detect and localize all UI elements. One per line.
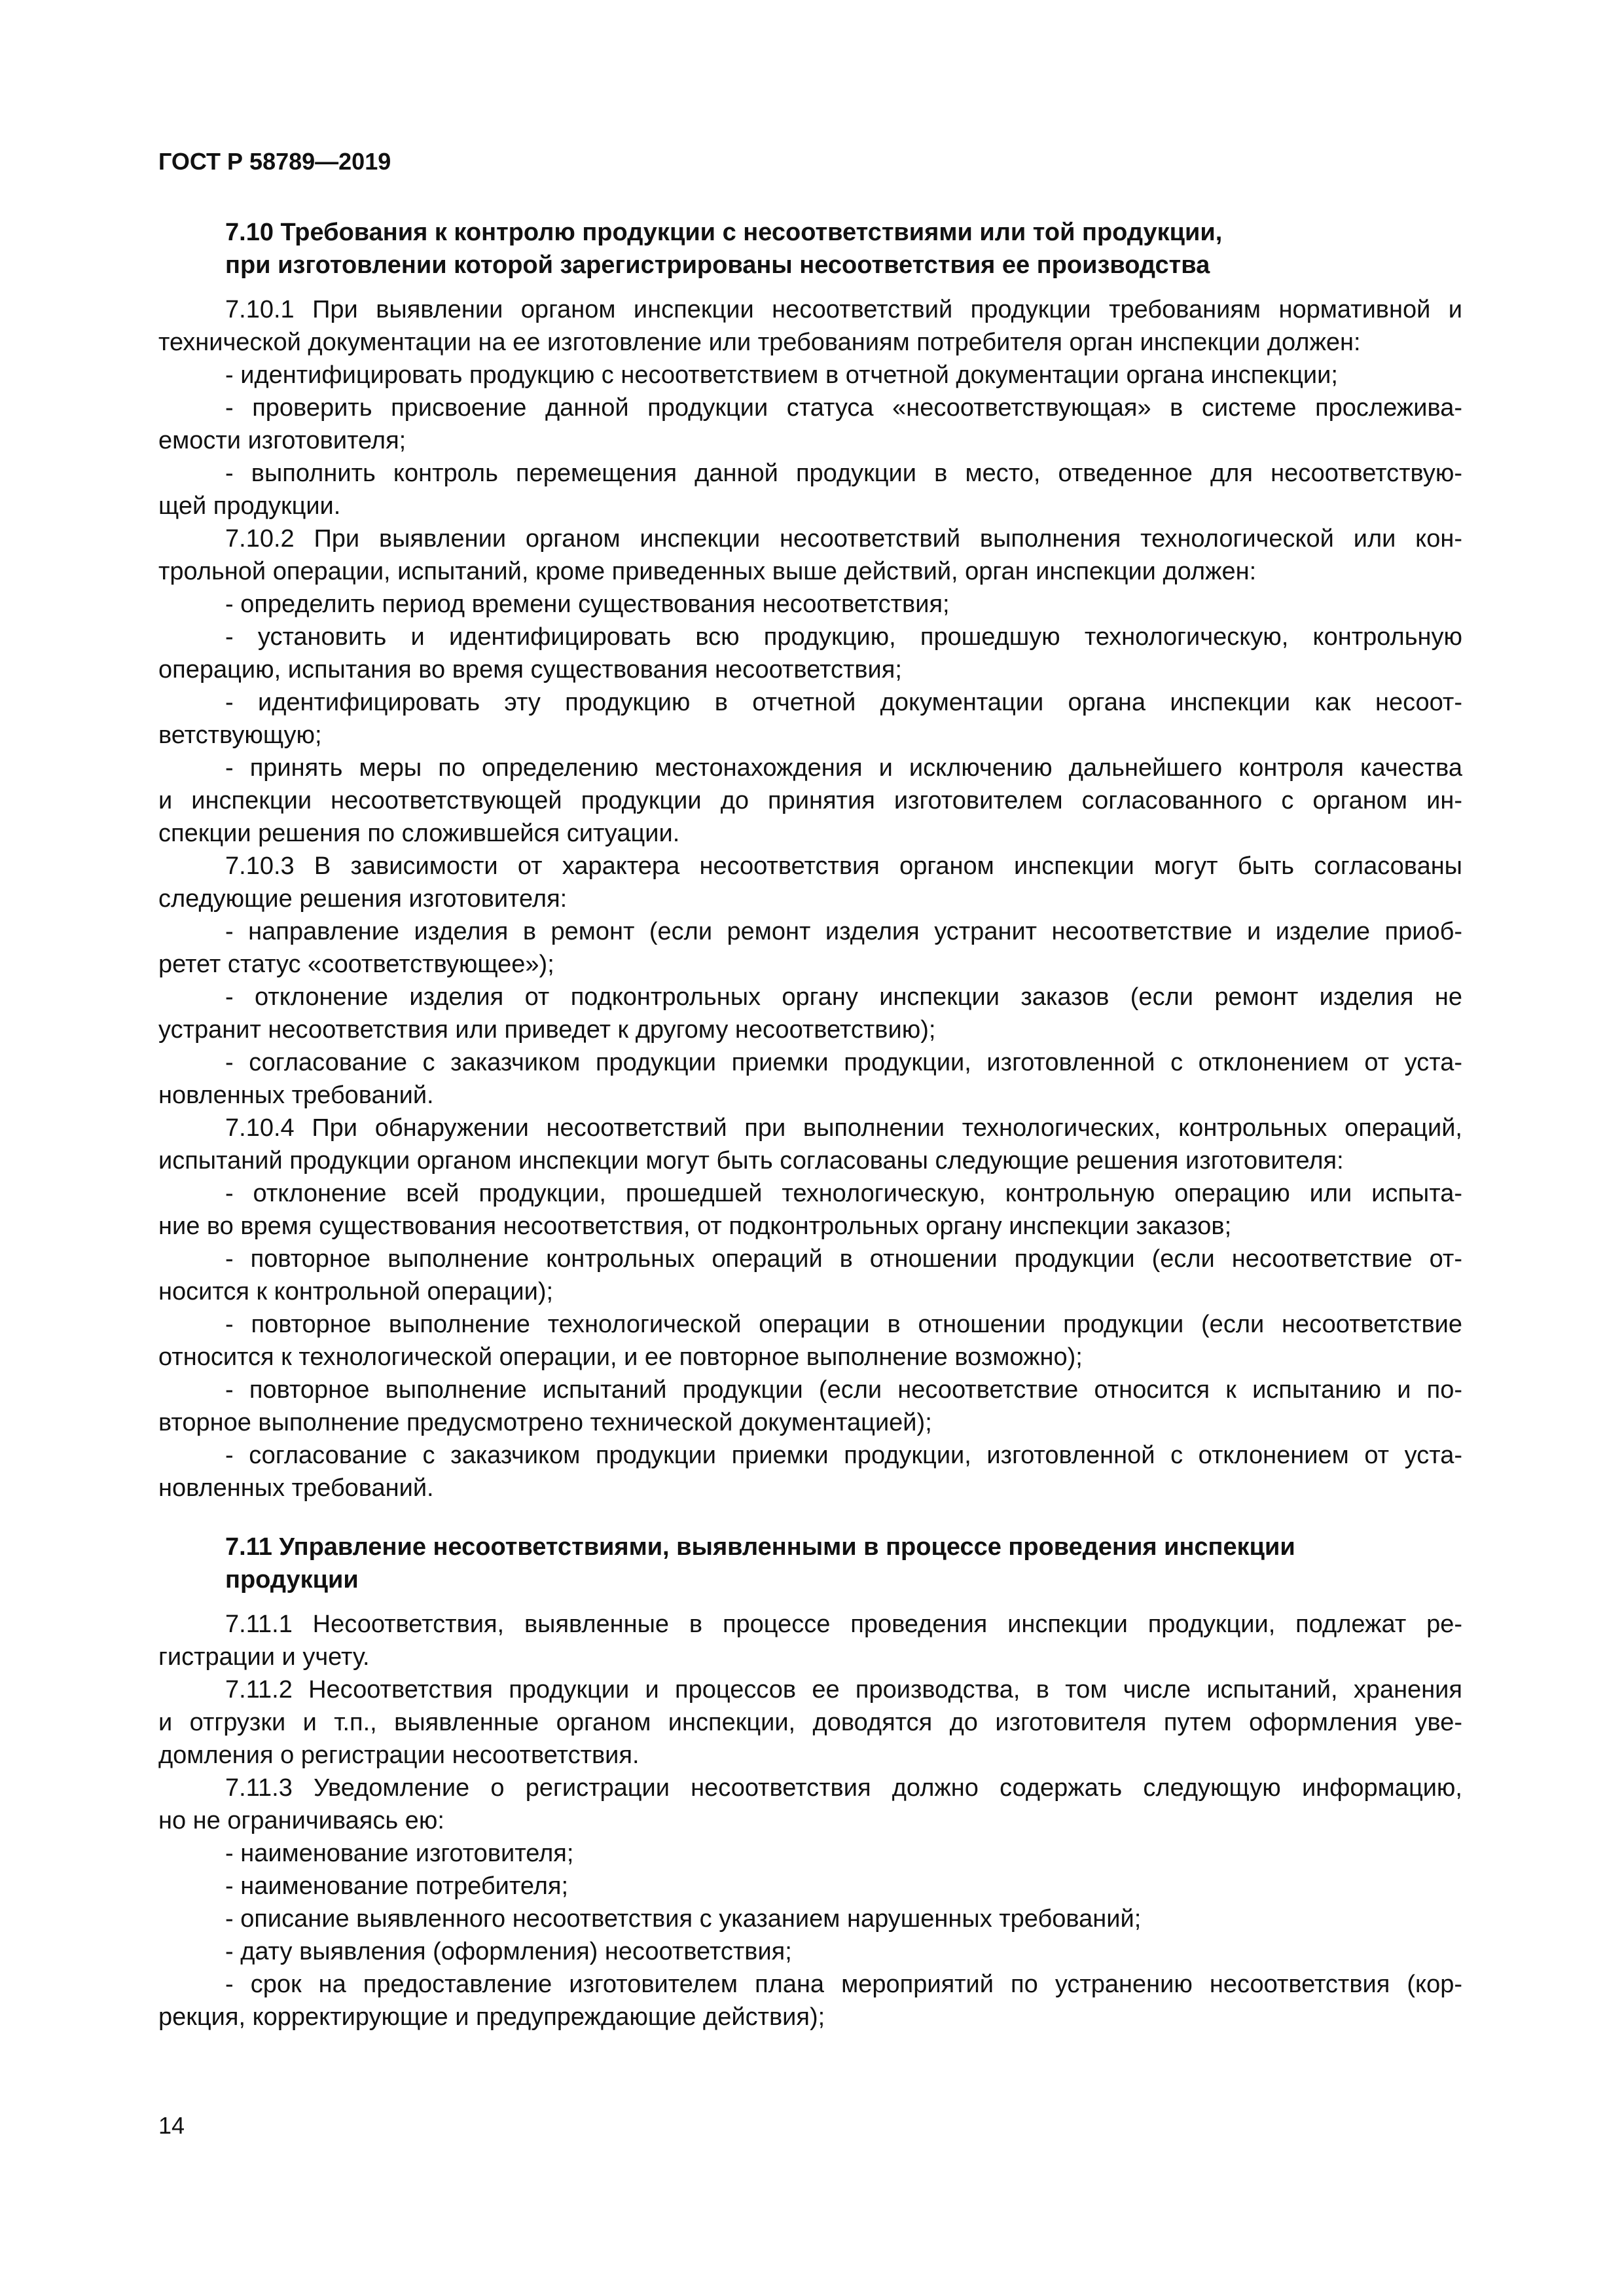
- paragraph: [158, 1837, 1462, 1870]
- paragraph: [158, 981, 1462, 1046]
- paragraph-line: - согласование с заказчиком продукции приемки продукции, изготовленной с отклонением от уста-: [225, 1049, 1462, 1076]
- paragraph-line: - идентифицировать продукцию с несоответствием в отчетной документации органа инспекции;: [225, 361, 1338, 389]
- paragraph: [158, 915, 1462, 981]
- paragraph-line: 7.11.3 Уведомление о регистрации несоответствия должно содержать следующую информацию,: [225, 1774, 1462, 1802]
- paragraph-line: рекция, корректирующие и предупреждающие действия);: [158, 2003, 825, 2031]
- paragraph-line: - повторное выполнение контрольных операций в отношении продукции (если несоответствие от-: [225, 1245, 1462, 1273]
- paragraph-line: устранит несоответствия или приведет к другому несоответствию);: [158, 1016, 936, 1044]
- paragraph: [158, 359, 1462, 392]
- section-title: [158, 1531, 1462, 1596]
- section-title-line: 7.10 Требования к контролю продукции с несоответствиями или той продукции,: [225, 219, 1223, 246]
- paragraph-line: технической документации на ее изготовление или требованиям потребителя орган инспекции должен:: [158, 329, 1361, 356]
- paragraph-line: домления о регистрации несоответствия.: [158, 1741, 640, 1769]
- paragraph-line: 7.10.3 В зависимости от характера несоответствия органом инспекции могут быть согласованы: [225, 852, 1462, 880]
- paragraph: [158, 1935, 1462, 1968]
- document-body: [158, 216, 1462, 2033]
- section-title-line: при изготовлении которой зарегистрированы несоответствия ее производства: [225, 251, 1210, 279]
- paragraph: [158, 686, 1462, 752]
- paragraph-line: относится к технологической операции, и ее повторное выполнение возможно);: [158, 1343, 1083, 1371]
- paragraph-line: гистрации и учету.: [158, 1643, 370, 1671]
- paragraph: [158, 293, 1462, 359]
- paragraph-line: 7.10.1 При выявлении органом инспекции несоответствий продукции требованиям нормативной и: [225, 296, 1462, 323]
- paragraph-line: ретет статус «соответствующее»);: [158, 951, 554, 978]
- section-title: [158, 216, 1462, 282]
- paragraph-line: - проверить присвоение данной продукции статуса «несоответствующая» в системе прослежива-: [225, 394, 1462, 422]
- paragraph-line: - описание выявленного несоответствия с указанием нарушенных требований;: [225, 1905, 1142, 1933]
- paragraph-line: - принять меры по определению местонахождения и исключению дальнейшего контроля качества: [225, 754, 1462, 782]
- paragraph: [158, 457, 1462, 522]
- paragraph-line: - выполнить контроль перемещения данной продукции в место, отведенное для несоответствую-: [225, 460, 1462, 487]
- paragraph: [158, 1243, 1462, 1308]
- paragraph: [158, 522, 1462, 588]
- paragraph: [158, 1177, 1462, 1243]
- paragraph: [158, 1673, 1462, 1772]
- document-header: ГОСТ Р 58789—2019: [158, 148, 391, 175]
- paragraph-line: - наименование потребителя;: [225, 1872, 569, 1900]
- section-1: [158, 216, 1462, 1504]
- paragraph-line: трольной операции, испытаний, кроме приведенных выше действий, орган инспекции должен:: [158, 558, 1257, 585]
- paragraph-line: 7.11.1 Несоответствия, выявленные в процессе проведения инспекции продукции, подлежат ре-: [225, 1611, 1462, 1638]
- paragraph-line: новленных требований.: [158, 1474, 434, 1502]
- paragraph-line: испытаний продукции органом инспекции могут быть согласованы следующие решения изготовителя:: [158, 1147, 1344, 1175]
- paragraph: [158, 621, 1462, 686]
- paragraph-line: и отгрузки и т.п., выявленные органом инспекции, доводятся до изготовителя путем оформления уве-: [158, 1709, 1462, 1736]
- paragraph: [158, 1903, 1462, 1935]
- paragraph-line: и инспекции несоответствующей продукции до принятия изготовителем согласованного с органом ин-: [158, 787, 1462, 814]
- paragraph: [158, 1870, 1462, 1903]
- paragraph-line: - повторное выполнение технологической операции в отношении продукции (если несоответствие: [225, 1311, 1462, 1338]
- paragraph: [158, 1439, 1462, 1504]
- paragraph: [158, 752, 1462, 850]
- paragraph-line: ветствующую;: [158, 721, 322, 749]
- paragraph-line: спекции решения по сложившейся ситуации.: [158, 820, 680, 847]
- paragraph-line: 7.10.4 При обнаружении несоответствий при выполнении технологических, контрольных операций,: [225, 1114, 1462, 1142]
- paragraph-line: - определить период времени существования несоответствия;: [225, 591, 950, 618]
- paragraph: [158, 1046, 1462, 1112]
- section-2: [158, 1531, 1462, 2033]
- page-number: 14: [158, 2112, 185, 2139]
- paragraph-line: - согласование с заказчиком продукции приемки продукции, изготовленной с отклонением от уста-: [225, 1442, 1462, 1469]
- paragraph: [158, 1772, 1462, 1837]
- paragraph: [158, 588, 1462, 621]
- paragraph-line: - повторное выполнение испытаний продукции (если несоответствие относится к испытанию и по-: [225, 1376, 1462, 1404]
- paragraph: [158, 1608, 1462, 1673]
- paragraph-line: - идентифицировать эту продукцию в отчетной документации органа инспекции как несоот-: [225, 689, 1462, 716]
- paragraph-line: 7.10.2 При выявлении органом инспекции несоответствий выполнения технологической или кон-: [225, 525, 1462, 553]
- paragraph: [158, 1112, 1462, 1177]
- paragraph-line: следующие решения изготовителя:: [158, 885, 568, 913]
- paragraph-line: - установить и идентифицировать всю продукцию, прошедшую технологическую, контрольную: [225, 623, 1462, 651]
- paragraph-line: - отклонение всей продукции, прошедшей технологическую, контрольную операцию или испыта-: [225, 1180, 1462, 1207]
- paragraph: [158, 850, 1462, 915]
- paragraph: [158, 1308, 1462, 1374]
- paragraph-line: но не ограничиваясь ею:: [158, 1807, 444, 1834]
- paragraph-line: новленных требований.: [158, 1082, 434, 1109]
- paragraph-line: - наименование изготовителя;: [225, 1840, 574, 1867]
- paragraph-line: носится к контрольной операции);: [158, 1278, 554, 1305]
- paragraph-line: - направление изделия в ремонт (если ремонт изделия устранит несоответствие и изделие приоб-: [225, 918, 1462, 945]
- paragraph-line: 7.11.2 Несоответствия продукции и процессов ее производства, в том числе испытаний, хранения: [225, 1676, 1462, 1704]
- paragraph-line: вторное выполнение предусмотрено технической документацией);: [158, 1409, 932, 1436]
- section-title-line: продукции: [225, 1566, 359, 1594]
- paragraph-line: емости изготовителя;: [158, 427, 406, 454]
- paragraph-line: - отклонение изделия от подконтрольных органу инспекции заказов (если ремонт изделия не: [225, 983, 1462, 1011]
- paragraph: [158, 1374, 1462, 1439]
- paragraph: [158, 1968, 1462, 2033]
- paragraph-line: - дату выявления (оформления) несоответствия;: [225, 1938, 792, 1965]
- paragraph-line: - срок на предоставление изготовителем плана мероприятий по устранению несоответствия (кор-: [225, 1971, 1462, 1998]
- section-title-line: 7.11 Управление несоответствиями, выявленными в процессе проведения инспекции: [225, 1533, 1295, 1561]
- paragraph-line: операцию, испытания во время существования несоответствия;: [158, 656, 902, 683]
- paragraph-line: щей продукции.: [158, 492, 341, 520]
- paragraph: [158, 392, 1462, 457]
- paragraph-line: ние во время существования несоответствия, от подконтрольных органу инспекции заказов;: [158, 1212, 1232, 1240]
